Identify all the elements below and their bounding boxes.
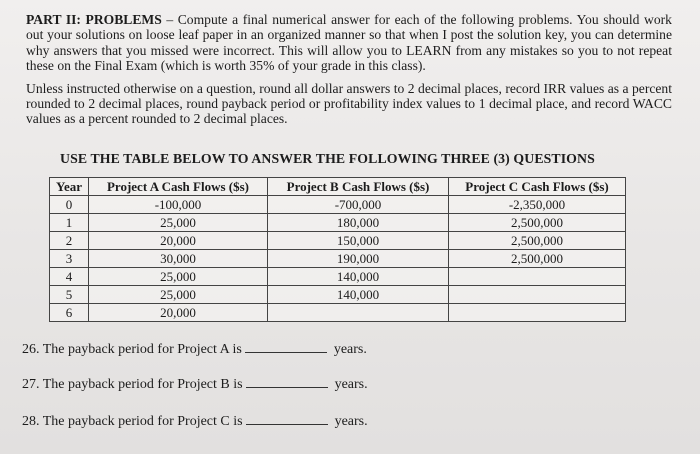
- cell-year: 2: [50, 232, 89, 250]
- cell-project-c: [449, 286, 626, 304]
- question-text: 26. The payback period for Project A is: [22, 342, 242, 357]
- cell-project-c: [449, 268, 626, 286]
- question-text: 27. The payback period for Project B is: [22, 377, 243, 392]
- question-unit: years.: [334, 414, 368, 429]
- part-heading: PART II: PROBLEMS: [26, 12, 162, 27]
- instructions-paragraph-1: [26, 12, 672, 74]
- table-row: [50, 196, 626, 214]
- cell-project-c: [449, 304, 626, 322]
- cell-project-a: 25,000: [89, 286, 268, 304]
- cell-project-a: 20,000: [89, 232, 268, 250]
- cell-year: 5: [50, 286, 89, 304]
- question-26: [22, 342, 367, 358]
- instructions-text-1: – Compute a final numerical answer for each of the following problems. You should work out your solutions on loose leaf paper in an organized manner so that when I post the solution key, you can determine why answers that you missed were incorrect. This will allow you to LEARN from any mistakes so you to not repeat these on the Final Exam (which is worth 35% of your grade in this class).: [26, 12, 672, 74]
- cell-project-b: 150,000: [268, 232, 449, 250]
- cell-project-b: 180,000: [268, 214, 449, 232]
- table-row: [50, 214, 626, 232]
- cell-project-a: 20,000: [89, 304, 268, 322]
- table-row: [50, 268, 626, 286]
- cell-project-a: 25,000: [89, 214, 268, 232]
- cell-project-a: 25,000: [89, 268, 268, 286]
- cell-project-c: -2,350,000: [449, 196, 626, 214]
- cell-project-b: -700,000: [268, 196, 449, 214]
- cell-project-b: 140,000: [268, 268, 449, 286]
- answer-blank[interactable]: [246, 386, 328, 388]
- cell-project-b: 140,000: [268, 286, 449, 304]
- question-unit: years.: [333, 342, 367, 357]
- table-row: [50, 232, 626, 250]
- table-row: [50, 250, 626, 268]
- instructions: [26, 12, 672, 134]
- cell-year: 6: [50, 304, 89, 322]
- header-project-c: Project C Cash Flows ($s): [449, 178, 626, 196]
- question-text: 28. The payback period for Project C is: [22, 414, 243, 429]
- cell-project-c: 2,500,000: [449, 214, 626, 232]
- header-year: Year: [50, 178, 89, 196]
- cell-project-c: 2,500,000: [449, 250, 626, 268]
- question-27: [22, 377, 368, 393]
- question-unit: years.: [334, 377, 368, 392]
- answer-blank[interactable]: [245, 351, 327, 353]
- instructions-paragraph-2: Unless instructed otherwise on a question, round all dollar answers to 2 decimal places, record IRR values as a percent rounded to 2 decimal places, round payback period or profitability index values to 1 decimal place, and record WACC values as a percent rounded to 2 decimal places.: [26, 80, 672, 127]
- cell-year: 1: [50, 214, 89, 232]
- cash-flow-table: [49, 177, 626, 322]
- answer-blank[interactable]: [246, 423, 328, 425]
- table-header-row: [50, 178, 626, 196]
- cell-year: 0: [50, 196, 89, 214]
- cell-project-b: [268, 304, 449, 322]
- cell-project-b: 190,000: [268, 250, 449, 268]
- header-project-a: Project A Cash Flows ($s): [89, 178, 268, 196]
- cell-year: 3: [50, 250, 89, 268]
- cell-project-a: -100,000: [89, 196, 268, 214]
- table-row: [50, 304, 626, 322]
- table-row: [50, 286, 626, 304]
- table-title: USE THE TABLE BELOW TO ANSWER THE FOLLOWING THREE (3) QUESTIONS: [60, 151, 595, 166]
- cell-year: 4: [50, 268, 89, 286]
- cell-project-c: 2,500,000: [449, 232, 626, 250]
- question-28: [22, 414, 368, 430]
- cell-project-a: 30,000: [89, 250, 268, 268]
- header-project-b: Project B Cash Flows ($s): [268, 178, 449, 196]
